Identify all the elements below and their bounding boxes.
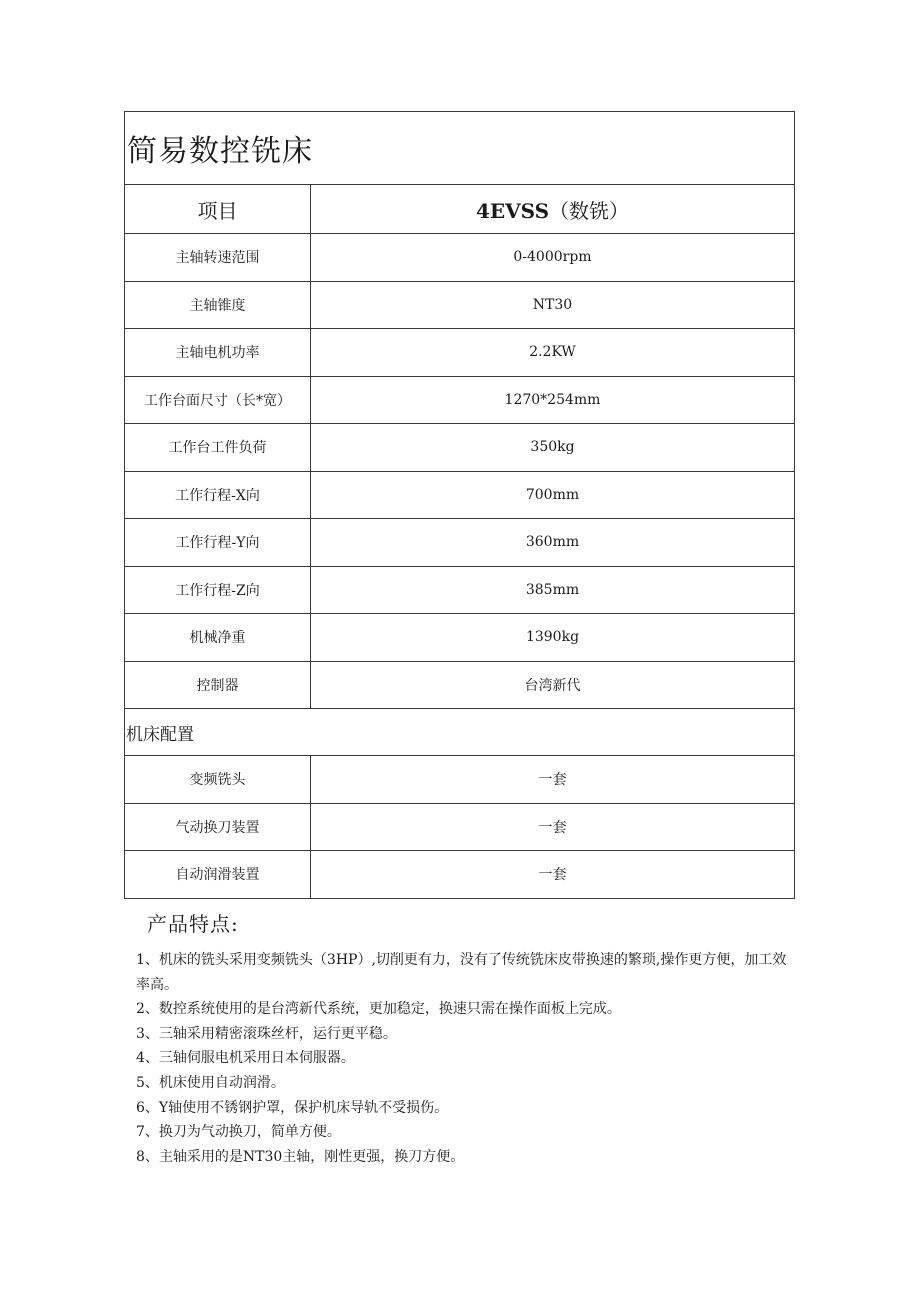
spec-value: 台湾新代 [311,661,795,709]
spec-row [125,281,795,329]
spec-value: 350kg [311,424,795,472]
feature-item: 3、三轴采用精密滚珠丝杆，运行更平稳。 [136,1025,397,1042]
spec-value: 360mm [311,519,795,567]
spec-value: 2.2KW [311,329,795,377]
spec-row [125,661,795,709]
feature-item: 8、主轴采用的是NT30主轴，刚性更强，换刀方便。 [136,1148,465,1165]
spec-row [125,566,795,614]
config-value: 一套 [311,851,795,899]
title-row [125,112,795,185]
spec-label: 工作行程-X向 [125,471,311,519]
spec-value: 385mm [311,566,795,614]
feature-list [136,948,796,1169]
config-value: 一套 [311,756,795,804]
spec-label: 工作台工件负荷 [125,424,311,472]
model-name: 4EVSS [475,198,550,223]
spec-row [125,234,795,282]
spec-value: 700mm [311,471,795,519]
config-row [125,803,795,851]
feature-item: 1、机床的铣头采用变频铣头（3HP）,切削更有力，没有了传统铣床皮带换速的繁琐,操作更方便，加工效率高。 [136,952,787,993]
spec-label: 主轴电机功率 [125,329,311,377]
spec-value: NT30 [311,281,795,329]
config-label: 自动润滑装置 [125,851,311,899]
spec-label: 工作行程-Y向 [125,519,311,567]
config-row [125,756,795,804]
spec-label: 工作行程-Z向 [125,566,311,614]
spec-label: 控制器 [125,661,311,709]
header-row [125,185,795,234]
model-suffix: （数铣） [549,198,630,223]
spec-row [125,471,795,519]
page-title: 简易数控铣床 [125,112,795,185]
spec-label: 机械净重 [125,614,311,662]
header-model [311,185,795,234]
spec-value: 0-4000rpm [311,234,795,282]
spec-value: 1390kg [311,614,795,662]
config-section-title: 机床配置 [125,709,795,756]
feature-item: 7、换刀为气动换刀，简单方便。 [136,1124,341,1141]
spec-label: 工作台面尺寸（长*宽） [125,376,311,424]
spec-row [125,329,795,377]
config-row [125,851,795,899]
config-label: 变频铣头 [125,756,311,804]
spec-row [125,376,795,424]
feature-item: 5、机床使用自动润滑。 [136,1074,285,1091]
spec-label: 主轴锥度 [125,281,311,329]
feature-item: 4、三轴伺服电机采用日本伺服器。 [136,1050,355,1067]
feature-item: 6、Y轴使用不锈钢护罩，保护机床导轨不受损伤。 [136,1099,449,1116]
spec-label: 主轴转速范围 [125,234,311,282]
features-title: 产品特点: [147,912,239,936]
config-value: 一套 [311,803,795,851]
config-section-row [125,709,795,756]
feature-item: 2、数控系统使用的是台湾新代系统，更加稳定，换速只需在操作面板上完成。 [136,1001,621,1018]
spec-value: 1270*254mm [311,376,795,424]
config-label: 气动换刀装置 [125,803,311,851]
spec-row [125,424,795,472]
header-item-label: 项目 [125,185,311,234]
spec-row [125,519,795,567]
spec-row [125,614,795,662]
features-section [136,906,796,1169]
spec-table [124,111,795,899]
